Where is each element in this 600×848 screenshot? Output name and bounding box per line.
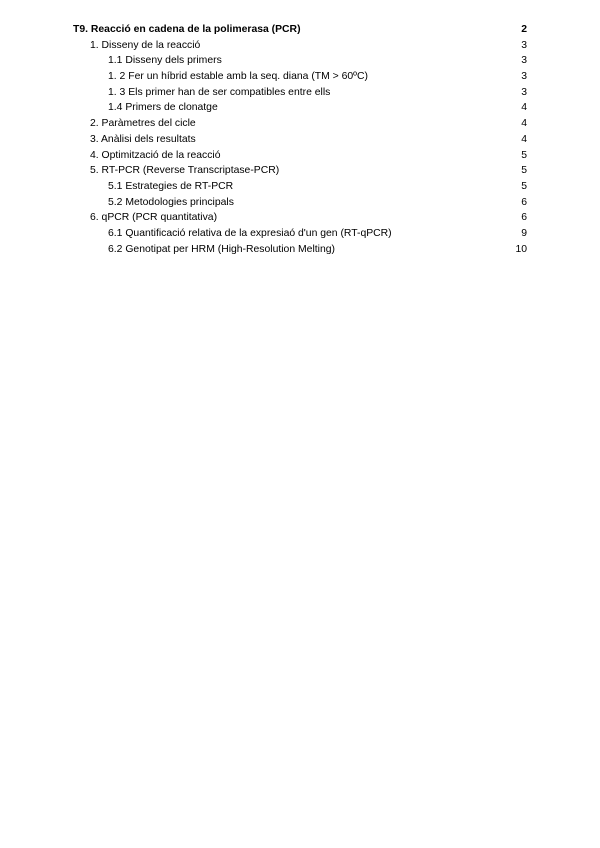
toc-entry-page-number: 4 bbox=[521, 133, 527, 145]
toc-entry-section-1-1[interactable] bbox=[73, 53, 527, 69]
toc-entry-title: 2. Paràmetres del cicle bbox=[90, 118, 196, 130]
toc-entry-section-5[interactable] bbox=[73, 163, 527, 179]
toc-entry-title: 1. Disseny de la reacció bbox=[90, 39, 201, 51]
toc-entry-title: 6.2 Genotipat per HRM (High-Resolution Melting) bbox=[108, 243, 335, 255]
toc-entry-section-4[interactable] bbox=[73, 148, 527, 164]
toc-entry-title: 3. Anàlisi dels resultats bbox=[90, 133, 196, 145]
toc-entry-page-number: 9 bbox=[521, 227, 527, 239]
toc-entry-chapter-t9[interactable] bbox=[73, 22, 527, 38]
toc-entry-section-1-4[interactable] bbox=[73, 100, 527, 116]
toc-entry-title: 1. 3 Els primer han de ser compatibles entre ells bbox=[108, 86, 331, 98]
toc-entry-title: 5.2 Metodologies principals bbox=[108, 196, 234, 208]
toc-entry-page-number: 6 bbox=[521, 196, 527, 208]
toc-entry-title: T9. Reacció en cadena de la polimerasa (PCR) bbox=[73, 24, 301, 35]
toc-entry-page-number: 2 bbox=[521, 24, 527, 35]
toc-entry-page-number: 3 bbox=[521, 86, 527, 98]
toc-entry-title: 1.1 Disseny dels primers bbox=[108, 55, 222, 67]
toc-entry-title: 5.1 Estrategies de RT-PCR bbox=[108, 180, 234, 192]
toc-entry-page-number: 3 bbox=[521, 55, 527, 67]
toc-entry-page-number: 4 bbox=[521, 118, 527, 130]
toc-entry-page-number: 4 bbox=[521, 102, 527, 114]
toc-entry-section-1-3[interactable] bbox=[73, 85, 527, 101]
toc-entry-title: 6. qPCR (PCR quantitativa) bbox=[90, 212, 218, 224]
toc-entry-page-number: 10 bbox=[515, 243, 527, 255]
toc-entry-title: 1. 2 Fer un híbrid estable amb la seq. diana (TM > 60ºC) bbox=[108, 71, 368, 83]
toc-entry-section-1-2[interactable] bbox=[73, 69, 527, 85]
toc-entry-section-6-2[interactable] bbox=[73, 242, 527, 258]
toc-entry-page-number: 5 bbox=[521, 180, 527, 192]
toc-entry-section-5-2[interactable] bbox=[73, 195, 527, 211]
toc-entry-page-number: 5 bbox=[521, 165, 527, 177]
toc-entry-section-6[interactable] bbox=[73, 210, 527, 226]
toc-entry-page-number: 6 bbox=[521, 212, 527, 224]
toc-entry-page-number: 5 bbox=[521, 149, 527, 161]
table-of-contents bbox=[73, 22, 527, 257]
toc-entry-title: 5. RT-PCR (Reverse Transcriptase-PCR) bbox=[90, 165, 280, 177]
toc-entry-page-number: 3 bbox=[521, 71, 527, 83]
toc-entry-title: 1.4 Primers de clonatge bbox=[108, 102, 218, 114]
toc-entry-section-1[interactable] bbox=[73, 38, 527, 54]
toc-entry-section-2[interactable] bbox=[73, 116, 527, 132]
toc-entry-section-6-1[interactable] bbox=[73, 226, 527, 242]
toc-entry-title: 4. Optimització de la reacció bbox=[90, 149, 221, 161]
toc-entry-title: 6.1 Quantificació relativa de la expresiaó d'un gen (RT-qPCR) bbox=[108, 227, 392, 239]
toc-entry-page-number: 3 bbox=[521, 39, 527, 51]
toc-entry-section-5-1[interactable] bbox=[73, 179, 527, 195]
toc-entry-section-3[interactable] bbox=[73, 132, 527, 148]
